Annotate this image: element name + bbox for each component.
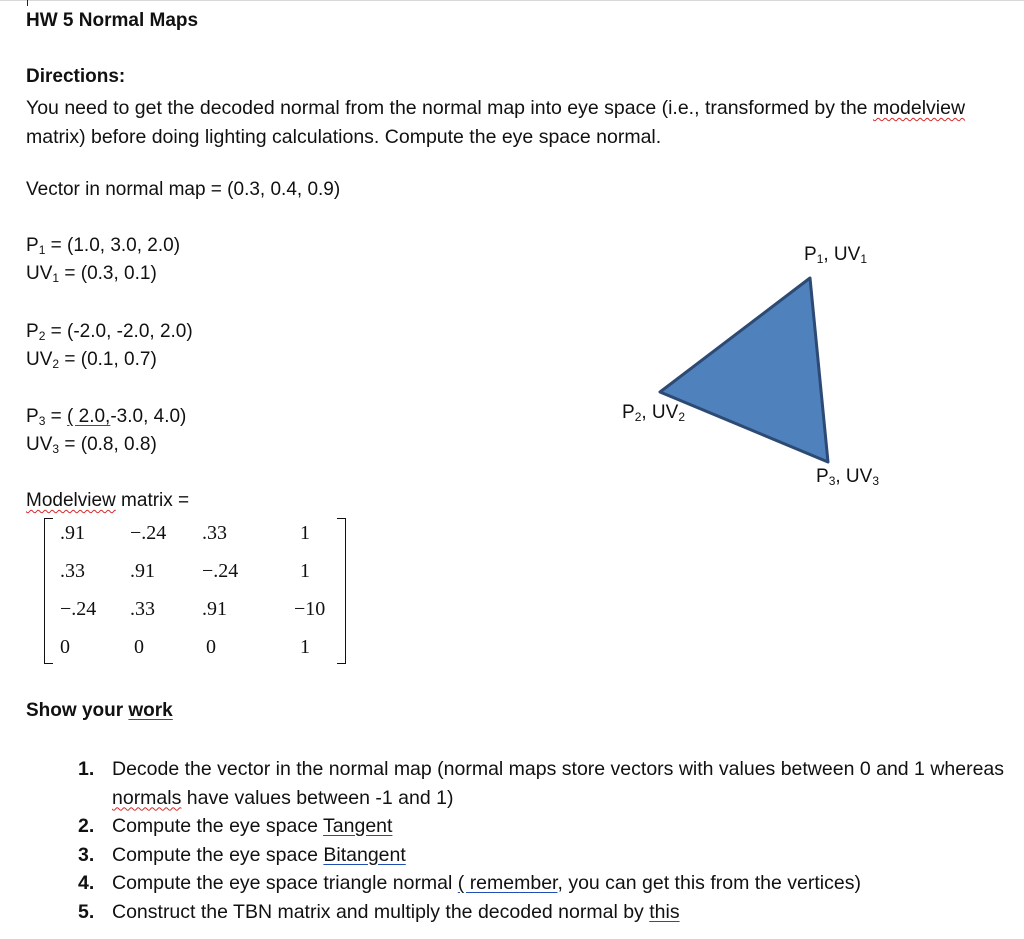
matrix-cell-r4c4: 1 — [300, 636, 310, 658]
marked-word-remember[interactable]: ( remember — [457, 872, 558, 894]
uv-triangle — [660, 278, 828, 462]
spellcheck-word-modelview-2[interactable]: Modelview — [26, 490, 116, 511]
directions-text-1: You need to get the decoded normal from the normal map into eye space (i.e., transformed by the — [26, 97, 873, 119]
window-top-border — [0, 0, 1024, 5]
matrix-cell-r3c4: −10 — [294, 598, 326, 620]
uv1-line: $UV_1 = (0.3$, 0.1) — [26, 263, 157, 285]
matrix-cell-r4c1: 0 — [60, 636, 70, 658]
step-4: 4. Compute the eye space triangle normal ( remember, you can get this from the vertices) — [78, 872, 861, 894]
normal-map-vector: Vector in normal map = (0.3, 0.4, 0.9) — [26, 179, 341, 200]
vertex-label-2: $P_2$, $UV_2$ — [622, 402, 686, 424]
modelview-matrix — [44, 518, 346, 664]
spellcheck-word-modelview[interactable]: modelview — [872, 97, 966, 119]
matrix-right-bracket — [337, 518, 346, 664]
p2-line: $P_2 = (-2.0$, -2.0, 2.0) — [26, 321, 193, 343]
triangle-svg — [600, 230, 900, 500]
directions-text-2: matrix) before doing lighting calculations. Compute the eye space normal. — [26, 126, 662, 148]
step-2: 2. Compute the eye space Tangent — [78, 815, 393, 837]
matrix-cell-r2c3: −.24 — [202, 560, 239, 582]
vertex-label-1: $P_1$, $UV_1$ — [804, 244, 868, 266]
matrix-cell-r1c1: .91 — [60, 522, 85, 544]
matrix-cell-r1c2: −.24 — [130, 522, 167, 544]
matrix-cell-r4c2: 0 — [134, 636, 144, 658]
marked-word-tangent[interactable]: Tangent — [323, 815, 393, 837]
matrix-cell-r3c1: −.24 — [60, 598, 97, 620]
marked-word-bitangent[interactable]: Bitangent — [323, 843, 406, 866]
marked-word-this[interactable]: this — [649, 900, 680, 923]
p1-line: $P_1 = (1.0$, 3.0, 2.0) — [26, 235, 181, 257]
matrix-cell-r3c3: .91 — [202, 598, 227, 620]
spellcheck-word-normals[interactable]: normals — [112, 786, 182, 809]
matrix-cell-r2c2: .91 — [130, 560, 155, 582]
directions-paragraph — [26, 94, 986, 152]
matrix-cell-r3c2: .33 — [130, 598, 155, 620]
uv3-line: $UV_3 = (0.8$, 0.8) — [26, 434, 157, 456]
step-5: 5. Construct the TBN matrix and multiply the decoded normal by this — [78, 900, 680, 923]
show-work-marked-word[interactable]: work — [128, 700, 173, 721]
matrix-cell-r2c4: 1 — [300, 560, 310, 582]
matrix-cell-r1c4: 1 — [300, 522, 310, 544]
modelview-label: Modelview matrix = — [26, 490, 190, 511]
page-title: HW 5 Normal Maps — [26, 10, 199, 31]
p3-marked-text[interactable]: ( 2.0, — [67, 406, 111, 427]
matrix-left-bracket — [44, 518, 53, 664]
triangle-diagram — [600, 230, 900, 500]
uv2-line: $UV_2 = (0.1$, 0.7) — [26, 349, 157, 371]
p3-line: $P_3$ = ( 2.0,-3.0, 4.0) — [26, 406, 187, 428]
directions-heading: Directions: — [26, 66, 126, 87]
show-work-heading: Show your work — [26, 700, 173, 721]
steps-list — [78, 755, 1018, 926]
matrix-cell-r4c3: 0 — [206, 636, 216, 658]
matrix-cell-r2c1: .33 — [60, 560, 85, 582]
step-1: 1. Decode the vector in the normal map (normal maps store vectors with values between 0 and 1 whereas normals have values between -1 and 1) — [78, 758, 1005, 809]
matrix-cell-r1c3: .33 — [202, 522, 227, 544]
step-3: 3. Compute the eye space Bitangent — [78, 843, 406, 866]
text-cursor — [27, 0, 28, 6]
vertex-label-3: $P_3$, $UV_3$ — [816, 466, 880, 488]
